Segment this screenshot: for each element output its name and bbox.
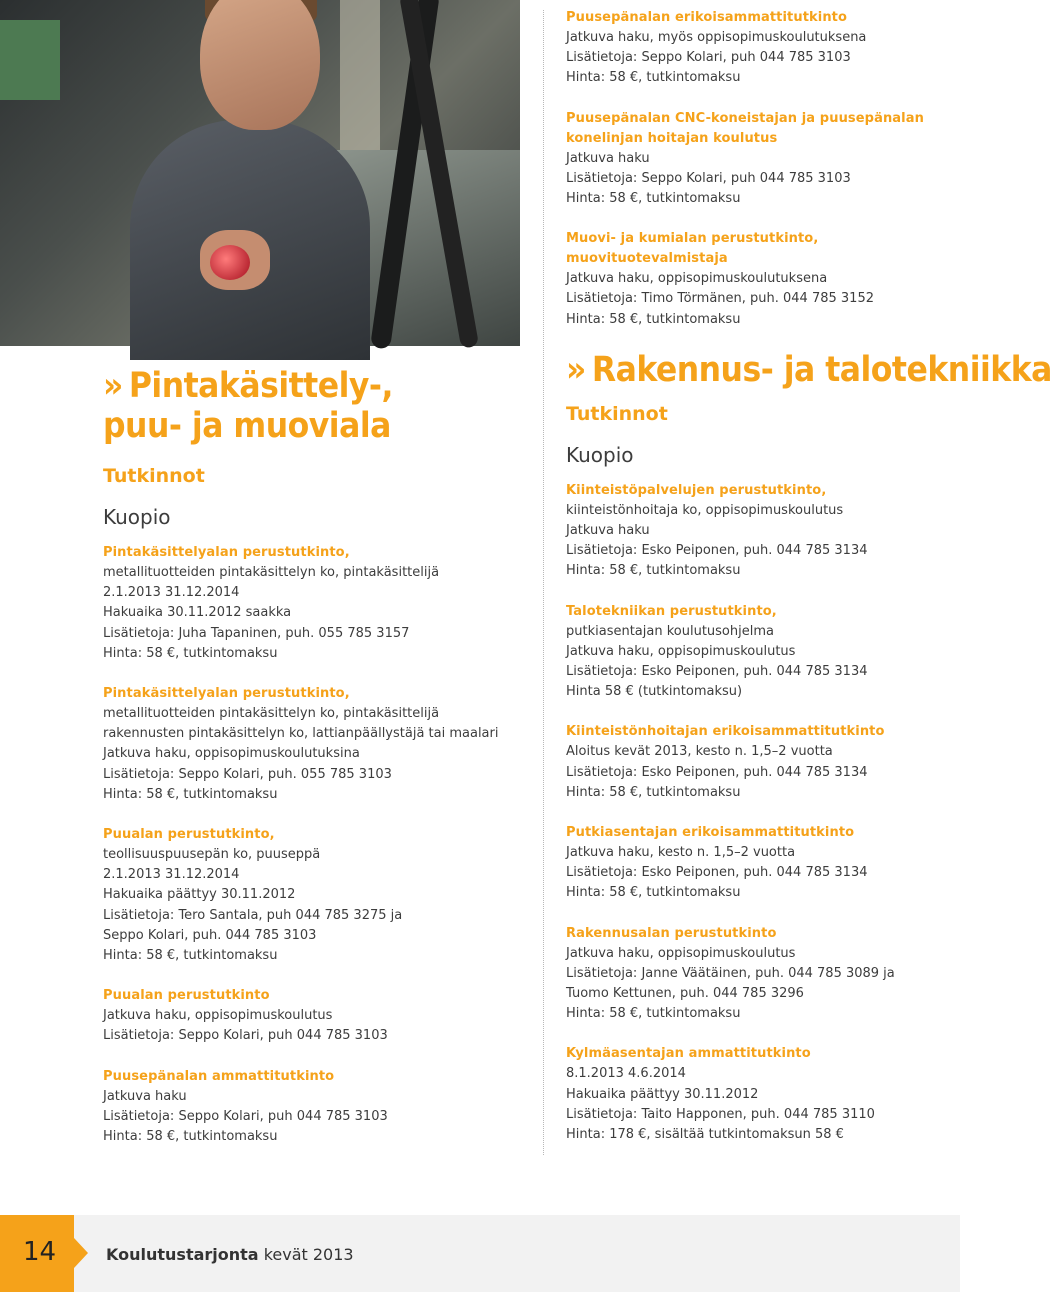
course-detail: Lisätietoja: Seppo Kolari, puh 044 785 3103 — [103, 1108, 388, 1124]
course-item — [103, 1067, 523, 1148]
course-list-top — [566, 8, 960, 330]
course-detail: Seppo Kolari, puh. 044 785 3103 — [103, 927, 317, 943]
course-detail: Tuomo Kettunen, puh. 044 785 3296 — [566, 986, 804, 1002]
course-detail: Jatkuva haku, oppisopimuskoulutus — [103, 1008, 333, 1024]
page-number: 14 — [23, 1237, 57, 1267]
course-item — [103, 986, 523, 1046]
footer-brand: Koulutustarjonta — [106, 1245, 259, 1264]
course-detail: Jatkuva haku, kesto n. 1,5–2 vuotta — [566, 845, 796, 861]
course-detail: Jatkuva haku, oppisopimuskoulutuksena — [566, 271, 828, 287]
course-detail: Hinta: 58 €, tutkintomaksu — [566, 563, 741, 579]
column-divider — [543, 10, 544, 1155]
section-title-rakennus — [566, 349, 1052, 390]
course-detail: Lisätietoja: Seppo Kolari, puh. 055 785 3103 — [103, 766, 392, 782]
course-item — [103, 543, 523, 664]
city-label: Kuopio — [566, 442, 634, 467]
course-detail: metallituotteiden pintakäsittelyn ko, pintakäsittelijä — [103, 706, 440, 722]
course-detail: putkiasentajan koulutusohjelma — [566, 623, 774, 639]
course-title: Puusepänalan CNC-koneistajan ja puusepänalan — [566, 110, 924, 126]
course-detail: Lisätietoja: Tero Santala, puh 044 785 3275 ja — [103, 907, 403, 923]
course-item — [566, 109, 960, 210]
course-item — [566, 481, 960, 582]
course-title: konelinjan hoitajan koulutus — [566, 130, 778, 146]
course-title: Pintakäsittelyalan perustutkinto, — [103, 686, 350, 702]
course-item — [566, 229, 960, 330]
course-title: Kylmäasentajan ammattitutkinto — [566, 1046, 811, 1062]
page-arrow-icon — [74, 1238, 88, 1268]
course-detail: Lisätietoja: Taito Happonen, puh. 044 785 3110 — [566, 1106, 875, 1122]
course-title: Kiinteistöpalvelujen perustutkinto, — [566, 482, 827, 498]
double-chevron-icon: » — [566, 349, 586, 390]
course-item — [103, 825, 523, 966]
course-detail: Hinta: 58 €, tutkintomaksu — [103, 645, 278, 661]
course-title: Talotekniikan perustutkinto, — [566, 603, 777, 619]
section-title-line: Pintakäsittely-, — [128, 366, 393, 406]
course-item — [103, 684, 523, 805]
section-subtitle: Tutkinnot — [103, 465, 205, 487]
footer-label — [106, 1245, 354, 1264]
course-detail: metallituotteiden pintakäsittelyn ko, pintakäsittelijä — [103, 565, 440, 580]
section-title-line: Rakennus- ja talotekniikka — [591, 349, 1052, 390]
course-item — [566, 8, 960, 89]
course-title: Rakennusalan perustutkinto — [566, 925, 777, 941]
course-detail: Lisätietoja: Esko Peiponen, puh. 044 785 3134 — [566, 764, 868, 780]
course-title: Puusepänalan ammattitutkinto — [103, 1068, 335, 1084]
course-detail: rakennusten pintakäsittelyn ko, lattianpäällystäjä tai maalari — [103, 726, 499, 742]
course-detail: Hakuaika päättyy 30.11.2012 — [566, 1086, 759, 1102]
double-chevron-icon: » — [103, 366, 123, 406]
section-subtitle: Tutkinnot — [566, 402, 668, 425]
course-detail: Hinta: 58 €, tutkintomaksu — [566, 70, 741, 86]
course-title: Kiinteistönhoitajan erikoisammattitutkinto — [566, 724, 885, 740]
course-detail: Lisätietoja: Esko Peiponen, puh. 044 785 3134 — [566, 664, 868, 680]
footer-season: kevät 2013 — [263, 1245, 354, 1264]
course-detail: Hinta: 58 €, tutkintomaksu — [566, 311, 741, 327]
course-title: Muovi- ja kumialan perustutkinto, muovituotevalmistaja — [566, 231, 819, 267]
course-detail: Hinta: 58 €, tutkintomaksu — [103, 948, 278, 964]
course-detail: 2.1.2013 31.12.2014 — [103, 867, 240, 883]
course-detail: teollisuuspuusepän ko, puuseppä — [103, 847, 321, 863]
course-title: Puualan perustutkinto — [103, 988, 270, 1004]
section-title-pintakasittely — [103, 366, 523, 446]
course-detail: 2.1.2013 31.12.2014 — [103, 585, 240, 601]
course-list — [566, 481, 960, 1145]
course-item — [566, 823, 960, 904]
course-detail: Hinta 58 € (tutkintomaksu) — [566, 684, 743, 700]
course-detail: 8.1.2013 4.6.2014 — [566, 1066, 686, 1082]
course-detail: Hinta: 58 €, tutkintomaksu — [566, 191, 741, 207]
course-title: Puusepänalan erikoisammattitutkinto — [566, 10, 848, 25]
course-detail: Lisätietoja: Seppo Kolari, puh 044 785 3103 — [566, 170, 851, 186]
course-title: Puualan perustutkinto, — [103, 827, 275, 843]
course-detail: Hinta: 178 €, sisältää tutkintomaksun 58 € — [566, 1127, 844, 1143]
course-detail: Jatkuva haku, oppisopimuskoulutus — [566, 945, 796, 961]
course-detail: Hinta: 58 €, tutkintomaksu — [103, 786, 278, 802]
course-detail: Aloitus kevät 2013, kesto n. 1,5–2 vuotta — [566, 744, 833, 760]
course-detail: Lisätietoja: Seppo Kolari, puh 044 785 3103 — [566, 50, 851, 66]
course-detail: Hinta: 58 €, tutkintomaksu — [566, 885, 741, 901]
course-detail: Hinta: 58 €, tutkintomaksu — [103, 1129, 278, 1145]
course-item — [566, 924, 960, 1025]
section-title-line: puu- ja muoviala — [103, 406, 391, 446]
left-column — [103, 366, 523, 1167]
right-column — [566, 8, 1052, 1165]
course-detail: Jatkuva haku — [566, 523, 650, 539]
course-item — [566, 722, 960, 803]
course-item — [566, 1044, 960, 1145]
course-detail: Jatkuva haku — [103, 1088, 187, 1104]
course-title: Pintakäsittelyalan perustutkinto, — [103, 545, 350, 560]
header-photo — [0, 0, 520, 346]
course-detail: Lisätietoja: Seppo Kolari, puh 044 785 3103 — [103, 1028, 388, 1044]
course-detail: Jatkuva haku, oppisopimuskoulutuksina — [103, 746, 360, 762]
course-detail: Lisätietoja: Esko Peiponen, puh. 044 785 3134 — [566, 865, 868, 881]
course-detail: Lisätietoja: Juha Tapaninen, puh. 055 785 3157 — [103, 625, 410, 641]
course-detail: Jatkuva haku, oppisopimuskoulutus — [566, 643, 796, 659]
course-detail: Hakuaika 30.11.2012 saakka — [103, 605, 292, 621]
course-item — [566, 602, 960, 703]
course-detail: Jatkuva haku — [566, 150, 650, 166]
course-detail: Jatkuva haku, myös oppisopimuskoulutuksena — [566, 30, 867, 45]
course-detail: Hinta: 58 €, tutkintomaksu — [566, 1006, 741, 1022]
course-detail: kiinteistönhoitaja ko, oppisopimuskoulutus — [566, 502, 844, 518]
course-detail: Lisätietoja: Janne Väätäinen, puh. 044 785 3089 ja — [566, 965, 895, 981]
course-detail: Hakuaika päättyy 30.11.2012 — [103, 887, 296, 903]
course-detail: Lisätietoja: Esko Peiponen, puh. 044 785 3134 — [566, 543, 868, 559]
course-detail: Hinta: 58 €, tutkintomaksu — [566, 784, 741, 800]
course-title: Putkiasentajan erikoisammattitutkinto — [566, 825, 855, 841]
page-number-box — [0, 1215, 74, 1292]
city-label: Kuopio — [103, 505, 171, 529]
course-detail: Lisätietoja: Timo Törmänen, puh. 044 785 3152 — [566, 291, 874, 307]
course-list — [103, 543, 523, 1147]
